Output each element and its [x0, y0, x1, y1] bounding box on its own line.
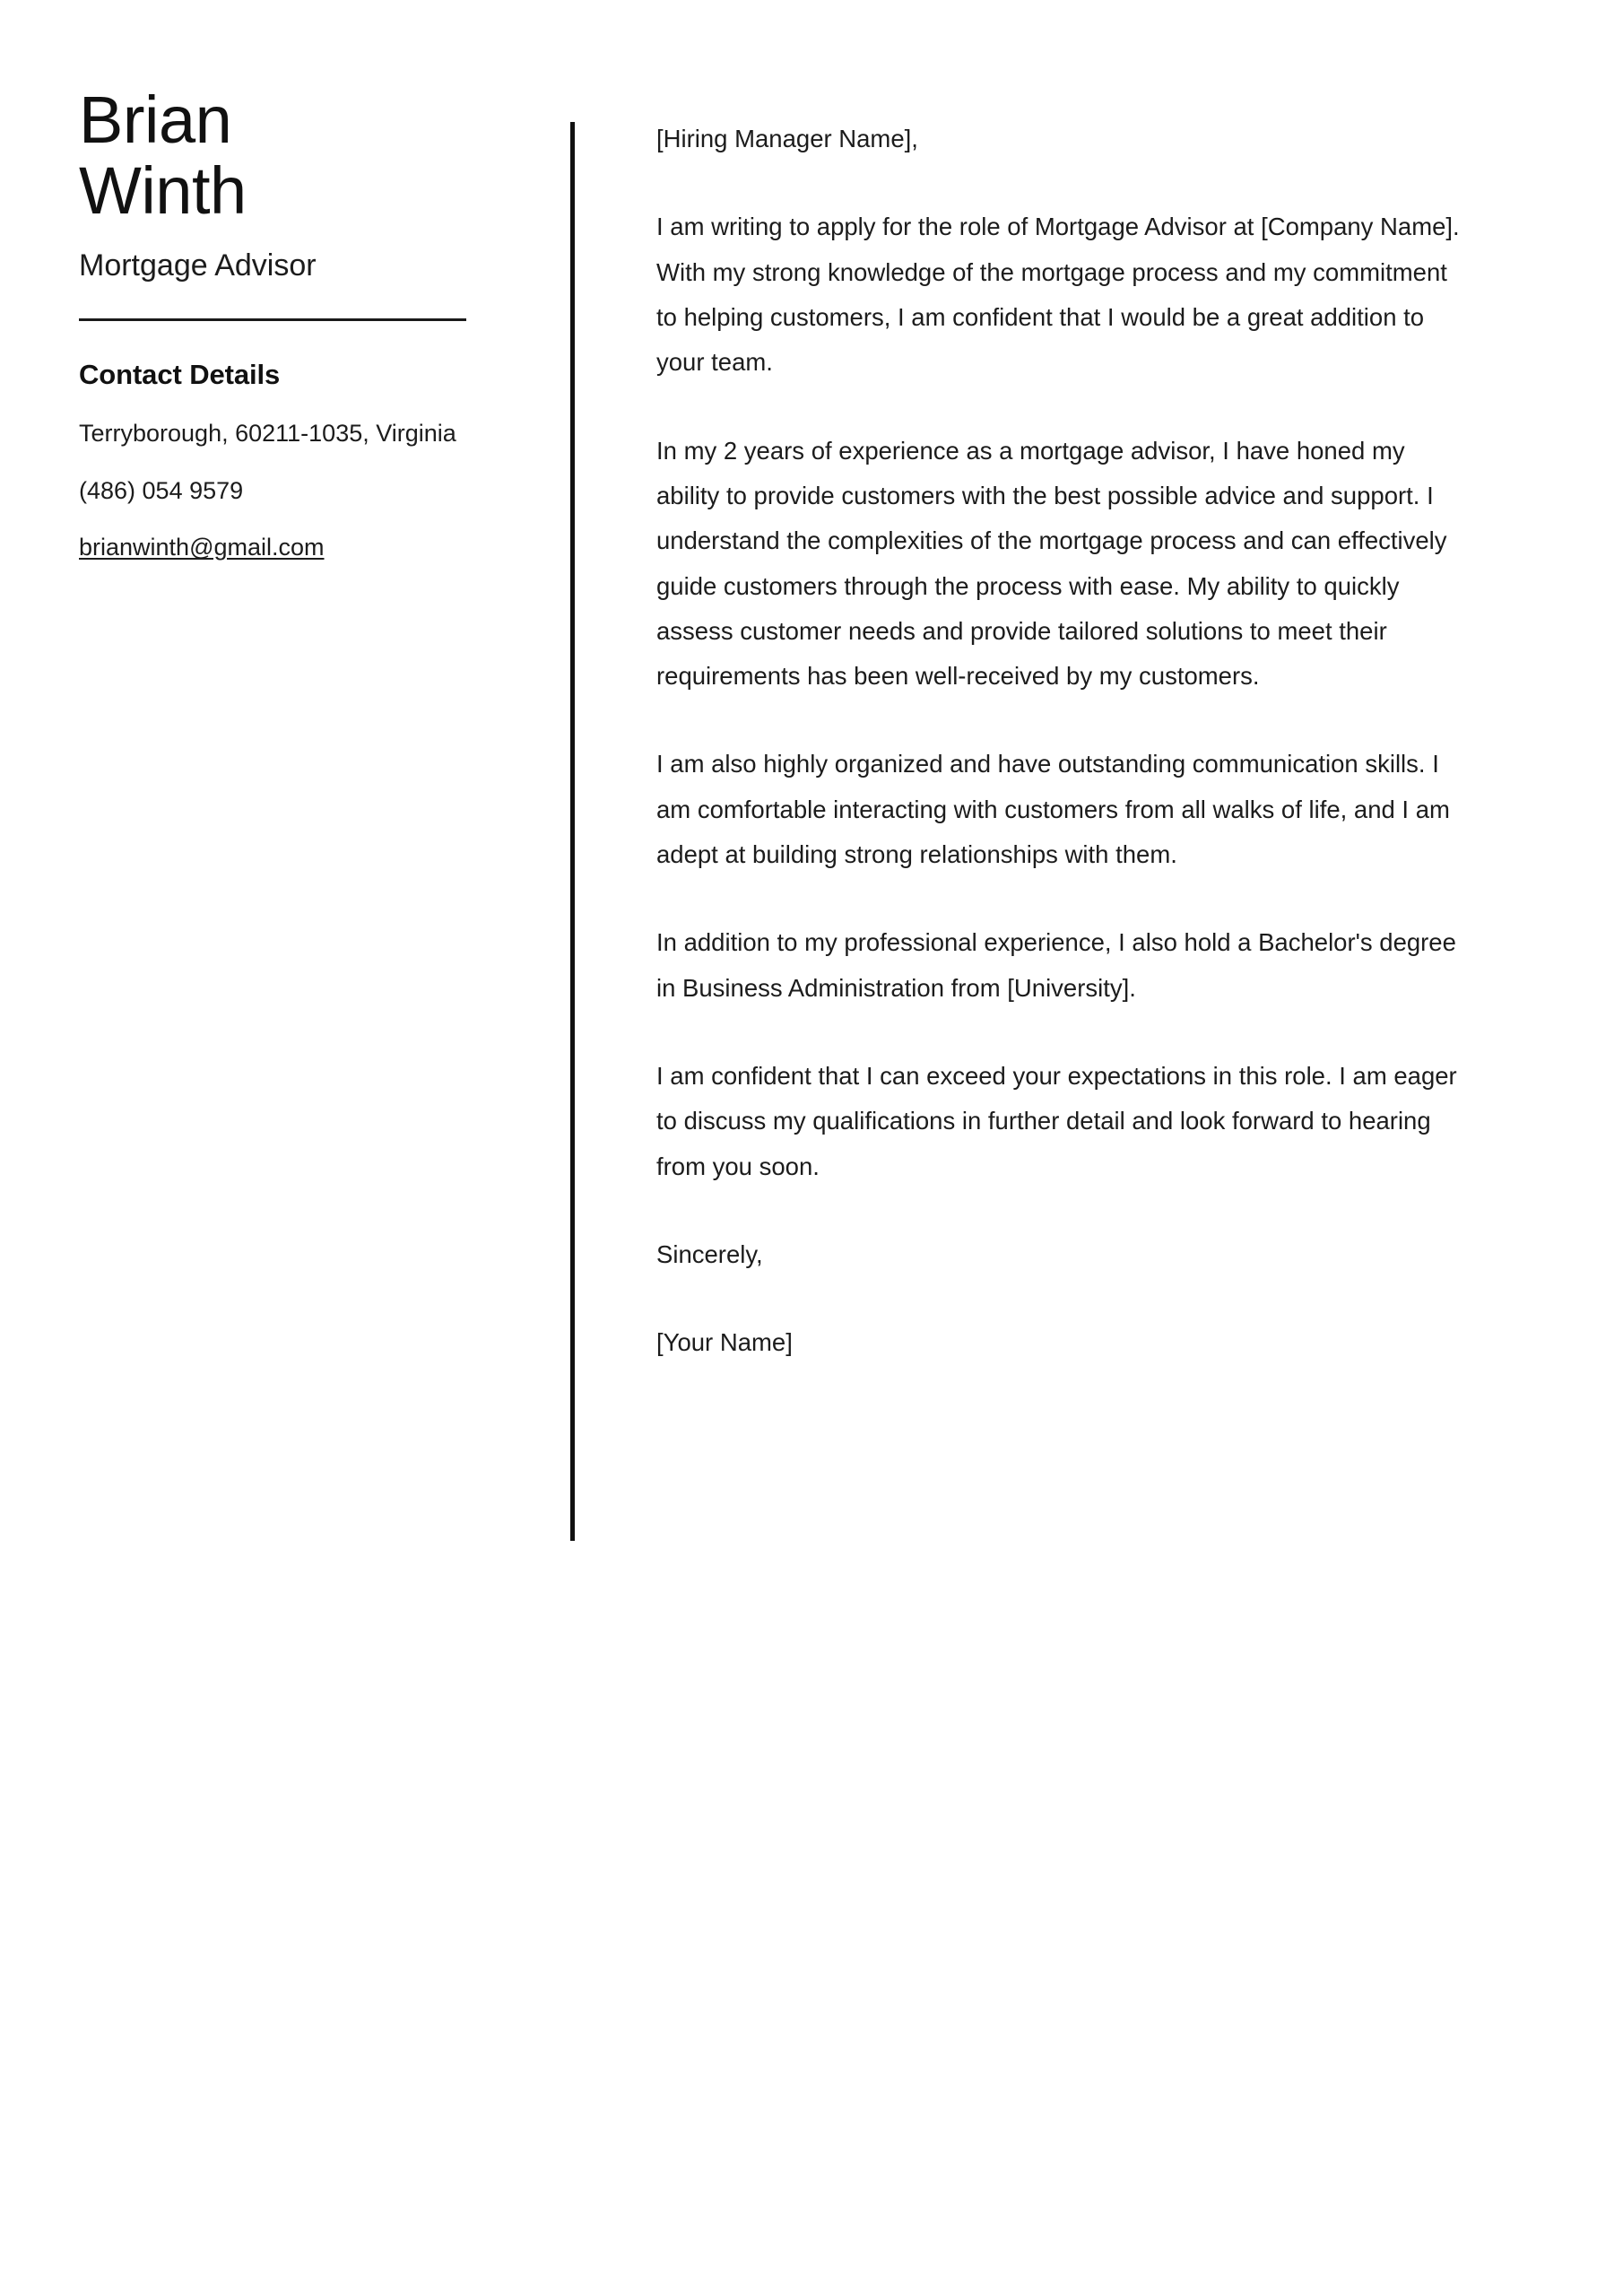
- letter-signature: [Your Name]: [656, 1328, 793, 1357]
- letter-paragraph: In my 2 years of experience as a mortgage advisor, I have honed my ability to provide customers with the best possible advice and support. I understand the complexities of the mortgage process and can effectively guide customers through the process with ease. My ability to quickly assess customer needs and provide tailored solutions to meet their requirements has been well-received by my customers.: [656, 436, 1447, 691]
- letter-paragraph: I am writing to apply for the role of Mortgage Advisor at [Company Name]. With my strong knowledge of the mortgage process and my commitment to helping customers, I am confident that I would be a great addition to your team.: [656, 213, 1460, 377]
- contact-details-list: [79, 416, 482, 565]
- contact-details-heading: Contact Details: [79, 359, 281, 391]
- contact-phone: (486) 054 9579: [79, 476, 244, 504]
- first-name: Brian: [79, 83, 232, 157]
- letter-salutation: [Hiring Manager Name],: [656, 125, 918, 152]
- sidebar-divider-rule: [79, 318, 466, 321]
- letter-closing: Sincerely,: [656, 1239, 763, 1268]
- letter-paragraph: I am confident that I can exceed your expectations in this role. I am eager to discuss my qualifications in further detail and look forward to hearing from you soon.: [656, 1062, 1457, 1180]
- letter-paragraph: I am also highly organized and have outstanding communication skills. I am comfortable interacting with customers from all walks of life, and I am adept at building strong relationships with them.: [656, 750, 1450, 869]
- vertical-divider: [570, 122, 575, 1541]
- contact-email-link[interactable]: brianwinth@gmail.com: [79, 534, 325, 561]
- sidebar: [79, 83, 482, 566]
- contact-address: Terryborough, 60211-1035, Virginia: [79, 420, 456, 448]
- job-title: Mortgage Advisor: [79, 248, 317, 283]
- letter-paragraph: In addition to my professional experience, I also hold a Bachelor's degree in Business Administration from [University].: [656, 928, 1456, 1002]
- letter-body: [656, 117, 1471, 1366]
- candidate-name: [79, 83, 482, 229]
- last-name: Winth: [79, 153, 247, 229]
- contact-email-item: [79, 530, 482, 565]
